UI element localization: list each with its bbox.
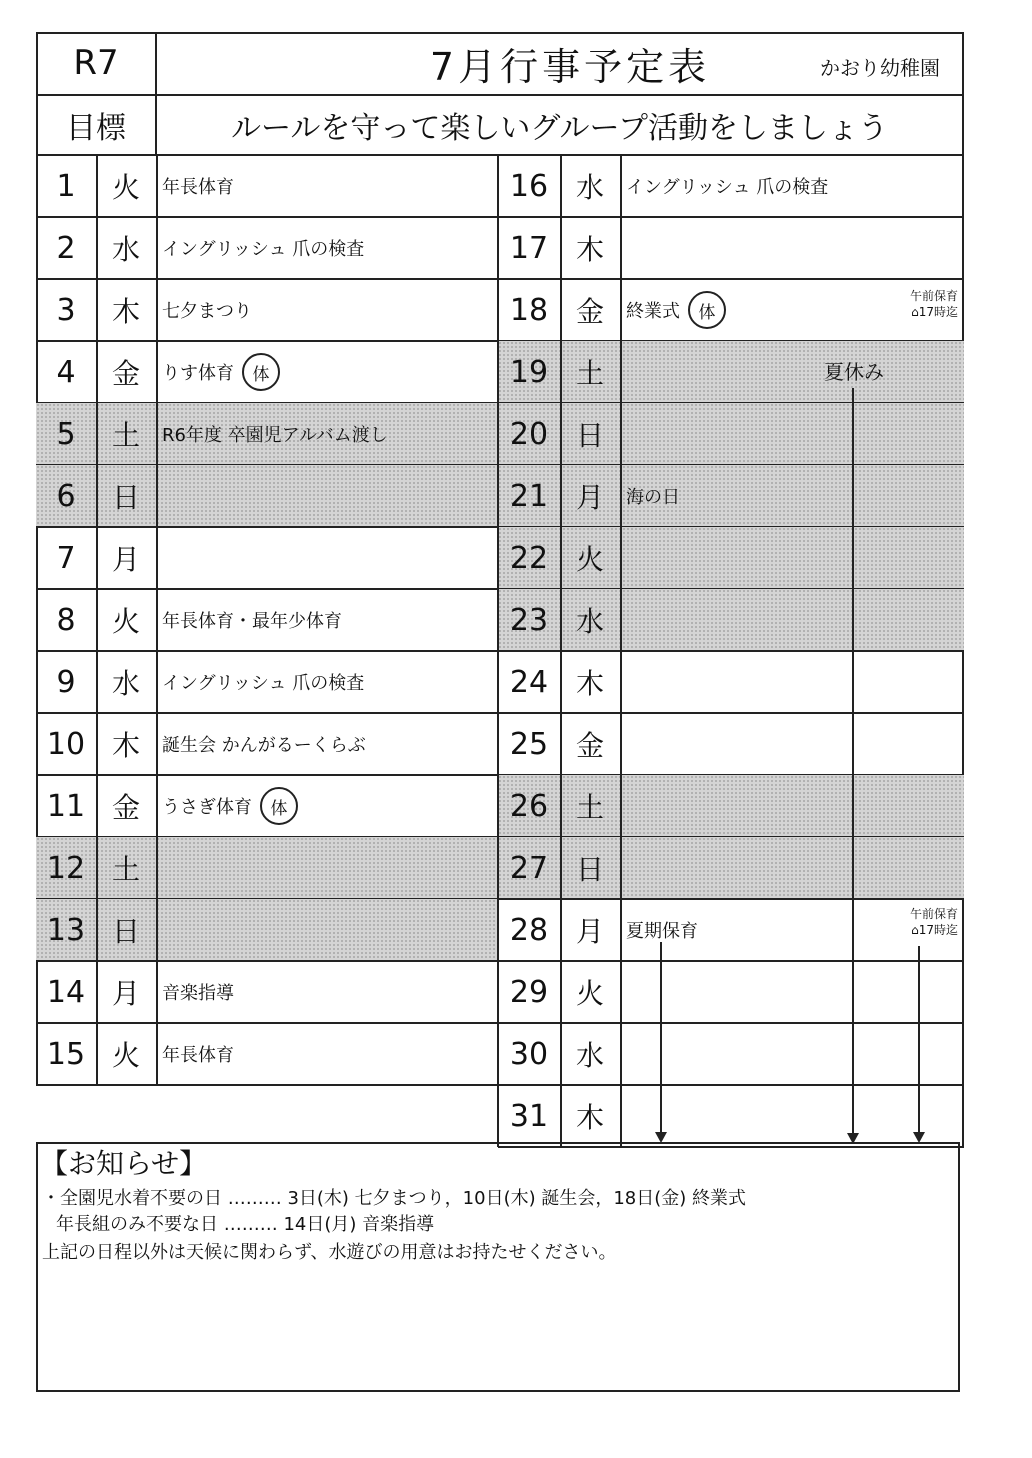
event-text: 年長体育・最年少体育 — [162, 611, 342, 632]
right-border — [962, 1085, 964, 1147]
morning-care-note-1 — [860, 288, 958, 328]
event-cell — [156, 1023, 504, 1085]
weekday: 土 — [111, 853, 140, 886]
morning-care-note-2 — [860, 906, 958, 946]
weekday: 金 — [111, 357, 140, 390]
day-number: 28 — [509, 912, 549, 948]
page-title: 7月行事予定表 — [429, 44, 711, 89]
event-cell — [620, 837, 970, 899]
event-text: 終業式 — [626, 301, 680, 322]
weekday: 日 — [111, 481, 140, 514]
pe-badge: 体 — [242, 353, 280, 391]
column-divider — [156, 155, 158, 1085]
notice-line-2: 年長組のみ不要な日 ……… 14日(月) 音楽指導 — [56, 1214, 435, 1235]
day-number: 30 — [509, 1036, 549, 1072]
until-17-label: ⌂17時迄 — [911, 305, 958, 319]
event-cell — [156, 713, 504, 775]
weekday: 土 — [111, 419, 140, 452]
day-number: 17 — [509, 230, 549, 266]
day-number: 4 — [56, 354, 76, 390]
center-divider — [497, 155, 499, 1147]
day-number: 10 — [46, 726, 86, 762]
weekday: 金 — [575, 295, 604, 328]
event-text: 海の日 — [626, 487, 680, 508]
event-text: 年長体育 — [162, 177, 234, 198]
weekday: 月 — [575, 915, 604, 948]
event-cell — [620, 713, 970, 775]
event-cell — [156, 341, 504, 403]
event-cell — [620, 403, 970, 465]
weekday: 水 — [575, 605, 604, 638]
weekday: 木 — [575, 667, 604, 700]
summer-vacation-label: 夏休み — [824, 359, 884, 384]
notice-line-3: 上記の日程以外は天候に関わらず、水遊びの用意はお持たせください。 — [42, 1242, 617, 1263]
day-number: 1 — [56, 168, 76, 204]
event-text: うさぎ体育 — [162, 797, 252, 818]
weekday: 月 — [575, 481, 604, 514]
day-number: 6 — [56, 478, 76, 514]
column-divider — [560, 155, 562, 1147]
weekday: 金 — [575, 729, 604, 762]
event-cell — [620, 651, 970, 713]
event-text: R6年度 卒園児アルバム渡し — [162, 425, 388, 446]
event-cell — [156, 155, 504, 217]
weekday: 土 — [575, 791, 604, 824]
event-text: 七夕まつり — [162, 301, 252, 322]
event-cell — [156, 217, 504, 279]
event-cell — [156, 279, 504, 341]
event-cell — [156, 837, 504, 899]
weekday: 水 — [575, 171, 604, 204]
weekday: 金 — [111, 791, 140, 824]
year-label: R7 — [73, 43, 119, 83]
event-cell — [620, 527, 970, 589]
day-number: 24 — [509, 664, 549, 700]
weekday: 火 — [575, 977, 604, 1010]
event-cell — [620, 217, 970, 279]
event-cell — [156, 527, 504, 589]
event-cell — [620, 589, 970, 651]
event-text: イングリッシュ 爪の検査 — [162, 673, 365, 694]
weekday: 木 — [575, 1101, 604, 1134]
notice-line-1: ・全園児水着不要の日 ……… 3日(木) 七夕まつり，10日(木) 誕生会，18日(金) 終業式 — [42, 1188, 747, 1209]
event-cell — [620, 155, 970, 217]
event-cell — [156, 775, 504, 837]
column-divider — [620, 155, 622, 1147]
day-number: 23 — [509, 602, 549, 638]
day-number: 20 — [509, 416, 549, 452]
day-number: 15 — [46, 1036, 86, 1072]
event-cell — [620, 465, 970, 527]
event-cell — [156, 465, 504, 527]
column-divider — [96, 155, 98, 1085]
day-number: 7 — [56, 540, 76, 576]
event-text: 年長体育 — [162, 1045, 234, 1066]
goal-label: 目標 — [66, 111, 126, 146]
day-number: 9 — [56, 664, 76, 700]
school-name: かおり幼稚園 — [820, 55, 940, 80]
day-number: 26 — [509, 788, 549, 824]
notice-heading: 【お知らせ】 — [40, 1147, 208, 1180]
event-text: 夏期保育 — [626, 921, 698, 942]
event-text: イングリッシュ 爪の検査 — [162, 239, 365, 260]
day-number: 13 — [46, 912, 86, 948]
until-17-label: ⌂17時迄 — [911, 923, 958, 937]
day-number: 5 — [56, 416, 76, 452]
event-cell — [156, 899, 504, 961]
weekday: 日 — [575, 853, 604, 886]
day-number: 31 — [509, 1098, 549, 1134]
day-number: 8 — [56, 602, 76, 638]
day-number: 12 — [46, 850, 86, 886]
event-cell — [156, 403, 504, 465]
event-cell — [620, 775, 970, 837]
weekday: 土 — [575, 357, 604, 390]
event-text: イングリッシュ 爪の検査 — [626, 177, 829, 198]
morning-care-label: 午前保育 — [909, 907, 958, 921]
weekday: 水 — [111, 233, 140, 266]
event-cell — [156, 961, 504, 1023]
day-number: 11 — [46, 788, 86, 824]
day-number: 19 — [509, 354, 549, 390]
morning-care-label: 午前保育 — [909, 289, 958, 303]
day-number: 2 — [56, 230, 76, 266]
weekday: 木 — [111, 729, 140, 762]
weekday: 火 — [111, 1039, 140, 1072]
day-number: 14 — [46, 974, 86, 1010]
weekday: 水 — [575, 1039, 604, 1072]
weekday: 火 — [111, 605, 140, 638]
pe-badge: 体 — [260, 787, 298, 825]
day-number: 29 — [509, 974, 549, 1010]
day-number: 3 — [56, 292, 76, 328]
pe-badge: 体 — [688, 291, 726, 329]
event-cell — [156, 651, 504, 713]
weekday: 月 — [111, 543, 140, 576]
weekday: 日 — [575, 419, 604, 452]
weekday: 火 — [111, 171, 140, 204]
weekday: 木 — [111, 295, 140, 328]
goal-text: ルールを守って楽しいグループ活動をしましょう — [231, 111, 888, 146]
weekday: 月 — [111, 977, 140, 1010]
weekday: 日 — [111, 915, 140, 948]
event-cell — [620, 341, 970, 403]
day-number: 25 — [509, 726, 549, 762]
weekday: 木 — [575, 233, 604, 266]
weekday: 火 — [575, 543, 604, 576]
day-number: 18 — [509, 292, 549, 328]
weekday: 水 — [111, 667, 140, 700]
event-cell — [156, 589, 504, 651]
event-text: 誕生会 かんがるーくらぶ — [162, 735, 366, 756]
event-text: 音楽指導 — [162, 983, 234, 1004]
day-number: 27 — [509, 850, 549, 886]
day-number: 21 — [509, 478, 549, 514]
day-number: 22 — [509, 540, 549, 576]
event-text: りす体育 — [162, 363, 234, 384]
day-number: 16 — [509, 168, 549, 204]
